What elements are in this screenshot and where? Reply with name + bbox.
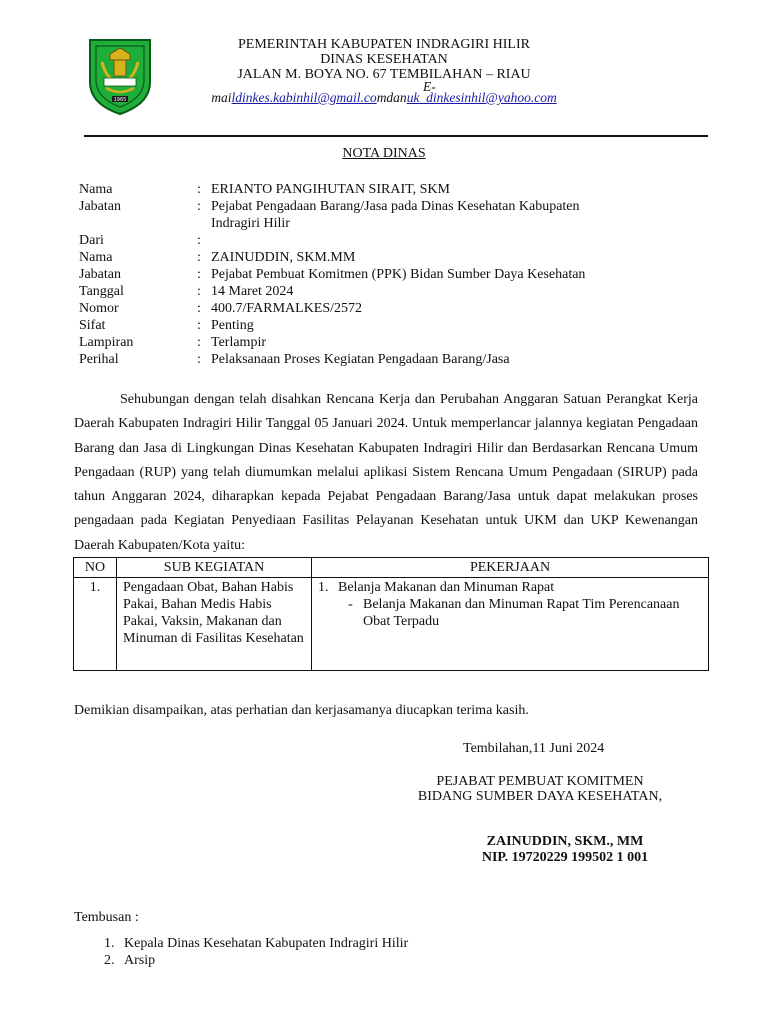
meta-label: Nama (79, 250, 113, 265)
meta-row-nama (79, 181, 719, 198)
meta-label: Perihal (79, 352, 119, 367)
email-link-gmail[interactable]: ldinkes.kabinhil@gmail.co (231, 90, 377, 105)
table-row (74, 578, 709, 671)
meta-value: Terlampir (211, 335, 266, 350)
meta-label: Jabatan (79, 199, 121, 214)
email-mid: mdan (376, 90, 407, 105)
kop-line-2: DINAS KESEHATAN (320, 52, 448, 67)
meta-label: Jabatan (79, 267, 121, 282)
meta-label: Nomor (79, 301, 119, 316)
meta-label: Tanggal (79, 284, 124, 299)
work-main-item (318, 579, 704, 596)
meta-row-lampiran (79, 334, 719, 351)
cell-no: 1. (74, 578, 117, 671)
document-title: NOTA DINAS (342, 146, 426, 161)
signatory-title-1: PEJABAT PEMBUAT KOMITMEN (436, 774, 644, 789)
meta-colon: : (197, 267, 201, 282)
meta-value: Penting (211, 318, 254, 333)
work-main-text: Belanja Makanan dan Minuman Rapat (338, 580, 555, 595)
cc-title: Tembusan : (74, 910, 139, 925)
list-item: 1. Kepala Dinas Kesehatan Kabupaten Indragiri Hilir (104, 936, 409, 951)
meta-label: Sifat (79, 318, 106, 333)
cc-item-text: Arsip (124, 953, 156, 968)
meta-row-perihal (79, 351, 719, 368)
memo-header-fields (79, 181, 719, 368)
signatory-title-2: BIDANG SUMBER DAYA KESEHATAN, (417, 789, 663, 804)
meta-row-dari (79, 232, 719, 249)
meta-row-nama-dari (79, 249, 719, 266)
signatory-nip: NIP. 19720229 199502 1 001 (481, 850, 649, 865)
column-header-no: NO (74, 558, 117, 578)
activity-table (73, 557, 709, 671)
meta-colon: : (197, 284, 201, 299)
email-prefix: E- (423, 79, 436, 94)
meta-row-tanggal (79, 283, 719, 300)
closing-sentence: Demikian disampaikan, atas perhatian dan kerjasamanya diucapkan terima kasih. (74, 703, 529, 718)
meta-colon: : (197, 335, 201, 350)
meta-value-line-2: Indragiri Hilir (211, 216, 290, 231)
column-header-pekerjaan: PEKERJAAN (312, 558, 709, 578)
meta-row-sifat (79, 317, 719, 334)
cell-sub-kegiatan: Pengadaan Obat, Bahan Habis Pakai, Bahan Medis Habis Pakai, Vaksin, Makanan dan Minuman di Fasilitas Kesehatan (117, 578, 312, 671)
meta-colon: : (197, 352, 201, 367)
meta-value: 400.7/FARMALKES/2572 (211, 301, 363, 316)
meta-value: ZAINUDDIN, SKM.MM (211, 250, 356, 265)
cc-item-text: Kepala Dinas Kesehatan Kabupaten Indragiri Hilir (124, 936, 409, 951)
meta-colon: : (197, 250, 201, 265)
place-date: Tembilahan,11 Juni 2024 (463, 741, 605, 756)
email-link-yahoo[interactable]: uk_dinkesinhil@yahoo.com (406, 90, 557, 105)
meta-value-line-1: Pejabat Pengadaan Barang/Jasa pada Dinas Kesehatan Kabupaten (211, 199, 580, 214)
meta-colon: : (197, 233, 201, 248)
meta-value: ERIANTO PANGIHUTAN SIRAIT, SKM (211, 182, 450, 197)
meta-colon: : (197, 199, 201, 214)
meta-row-jabatan-dari (79, 266, 719, 283)
cc-list (104, 935, 408, 969)
meta-colon: : (197, 318, 201, 333)
meta-colon: : (197, 182, 201, 197)
work-sub-text: Belanja Makanan dan Minuman Rapat Tim Perencanaan Obat Terpadu (363, 597, 680, 629)
meta-label: Nama (79, 182, 113, 197)
meta-value: 14 Maret 2024 (211, 284, 294, 299)
meta-row-jabatan (79, 198, 719, 232)
meta-value: Pelaksanaan Proses Kegiatan Pengadaan Barang/Jasa (211, 352, 510, 367)
letterhead-divider (84, 135, 708, 137)
meta-row-nomor (79, 300, 719, 317)
meta-value: Pejabat Pembuat Komitmen (PPK) Bidan Sumber Daya Kesehatan (211, 267, 586, 282)
work-sub-bullet: - (348, 597, 353, 612)
body-paragraph-text: Sehubungan dengan telah disahkan Rencana Kerja dan Perubahan Anggaran Satuan Perangkat Kerja Daerah Kabupaten Indragiri Hilir Tanggal 05 Januari 2024. Untuk memperlancar jalannya kegiatan Pengadaan Barang dan Jasa di Lingkungan Dinas Kesehatan Kabupaten Indragiri Hilir dan Berdasarkan Rencana Umum Pengadaan (RUP) yang telah diumumkan melalui aplikasi Sistem Rencana Umum Pengadaan (SIRUP) pada tahun Anggaran 2024, diharapkan kepada Pejabat Pengadaan Barang/Jasa untuk dapat melakukan proses pengadaan pada Kegiatan Penyediaan Fasilitas Pelayanan Kesehatan untuk UKM dan UKP Kewenangan Daerah Kabupaten/Kota yaitu: (74, 392, 698, 553)
work-sub-item (318, 596, 704, 630)
logo-year: 1965 (113, 97, 127, 103)
email-part1: mai (211, 90, 232, 105)
body-paragraph (74, 388, 698, 558)
table-header-row (74, 558, 709, 578)
work-main-number: 1. (318, 580, 329, 595)
meta-colon: : (197, 301, 201, 316)
cell-pekerjaan (312, 578, 709, 671)
signatory-name: ZAINUDDIN, SKM., MM (486, 834, 644, 849)
meta-value (211, 232, 719, 249)
list-item: 2. Arsip (104, 953, 156, 968)
column-header-sub-kegiatan: SUB KEGIATAN (117, 558, 312, 578)
meta-label: Dari (79, 233, 104, 248)
email-line (0, 90, 768, 106)
meta-value (211, 198, 719, 232)
kop-line-1: PEMERINTAH KABUPATEN INDRAGIRI HILIR (238, 37, 530, 52)
meta-label: Lampiran (79, 335, 134, 350)
kop-line-3: JALAN M. BOYA NO. 67 TEMBILAHAN – RIAU (237, 67, 531, 82)
